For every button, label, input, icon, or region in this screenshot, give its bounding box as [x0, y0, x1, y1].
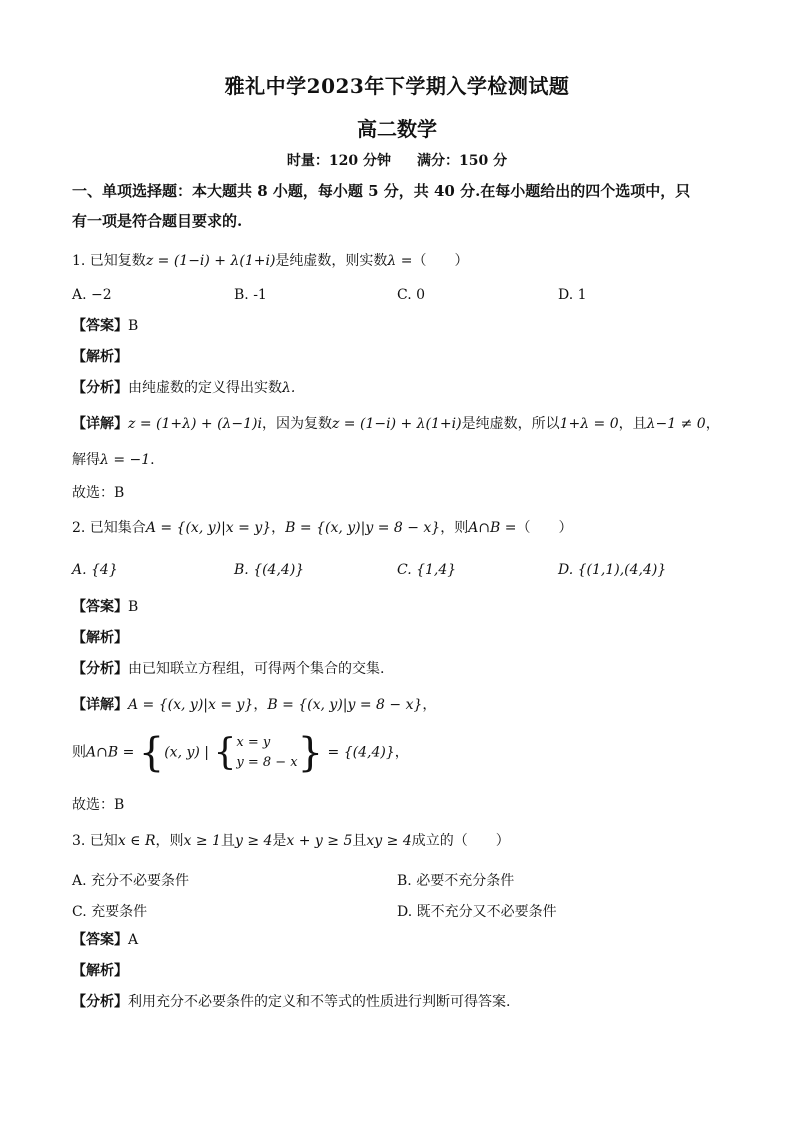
- q3-option-b: B. 必要不充分条件: [397, 873, 515, 889]
- q1-solve: 解得λ = −1.: [72, 452, 155, 468]
- q3-option-a: A. 充分不必要条件: [72, 873, 190, 889]
- q3-answer: 【答案】A: [72, 932, 139, 948]
- q1-analysis-tag: 【解析】: [72, 349, 128, 365]
- q1-answer: 【答案】B: [72, 318, 139, 334]
- q3-fenxi: 【分析】利用充分不必要条件的定义和不等式的性质进行判断可得答案.: [72, 994, 511, 1010]
- question-3-stem: 3. 已知x ∈ R，则x ≥ 1且y ≥ 4是x + y ≥ 5且xy ≥ 4成立的（ ）: [72, 833, 510, 849]
- q2-analysis-tag: 【解析】: [72, 630, 128, 646]
- q2-fenxi: 【分析】由已知联立方程组，可得两个集合的交集.: [72, 661, 385, 677]
- exam-subject: 高二数学: [357, 117, 437, 141]
- left-brace: {: [138, 730, 165, 776]
- q2-option-c: C. {1,4}: [397, 562, 457, 578]
- q1-option-a: A. −2: [72, 287, 112, 303]
- exam-meta: [0, 150, 794, 170]
- time-label: 时量：120 分钟: [286, 153, 391, 169]
- right-brace: }: [297, 730, 324, 776]
- system-brace: {: [213, 732, 237, 773]
- equation-system: x = y y = 8 − x: [236, 735, 298, 770]
- q3-option-c: C. 充要条件: [72, 904, 148, 920]
- q3-option-d: D. 既不充分又不必要条件: [397, 904, 557, 920]
- q3-analysis-tag: 【解析】: [72, 963, 128, 979]
- score-label: 满分：150 分: [417, 153, 508, 169]
- q2-intersection: 则A∩B = {(x, y) | { x = y y = 8 − x } = {(4,4)}，: [72, 730, 409, 776]
- q2-option-b: B. {(4,4)}: [234, 562, 305, 578]
- q1-option-d: D. 1: [558, 287, 587, 303]
- q2-option-d: D. {(1,1),(4,4)}: [558, 562, 667, 578]
- q2-choose: 故选：B: [72, 797, 125, 813]
- question-2-stem: 2. 已知集合A = {(x, y)|x = y}，B = {(x, y)|y = 8 − x}，则A∩B =（ ）: [72, 520, 573, 536]
- q1-option-c: C. 0: [397, 287, 426, 303]
- q1-detail: 【详解】z = (1+λ) + (λ−1)i，因为复数z = (1−i) + λ(1+i)是纯虚数，所以1+λ = 0，且λ−1 ≠ 0，: [72, 416, 720, 432]
- q1-choose: 故选：B: [72, 485, 125, 501]
- question-1-stem: 1. 已知复数z = (1−i) + λ(1+i)是纯虚数，则实数λ =（ ）: [72, 253, 469, 269]
- complex-expression: z = (1−i) + λ(1+i): [145, 253, 276, 269]
- q2-option-a: A. {4}: [72, 562, 118, 578]
- q1-option-b: B. -1: [234, 287, 267, 303]
- q2-detail: 【详解】A = {(x, y)|x = y}，B = {(x, y)|y = 8 − x}，: [72, 697, 437, 713]
- q1-fenxi: 【分析】由纯虚数的定义得出实数λ.: [72, 380, 296, 396]
- section-heading-cont: 有一项是符合题目要求的.: [72, 212, 243, 230]
- section-heading: 一、单项选择题：本大题共 8 小题，每小题 5 分，共 40 分.在每小题给出的四个选项中，只: [72, 182, 691, 200]
- exam-title: 雅礼中学2023年下学期入学检测试题: [224, 74, 570, 98]
- q2-answer: 【答案】B: [72, 599, 139, 615]
